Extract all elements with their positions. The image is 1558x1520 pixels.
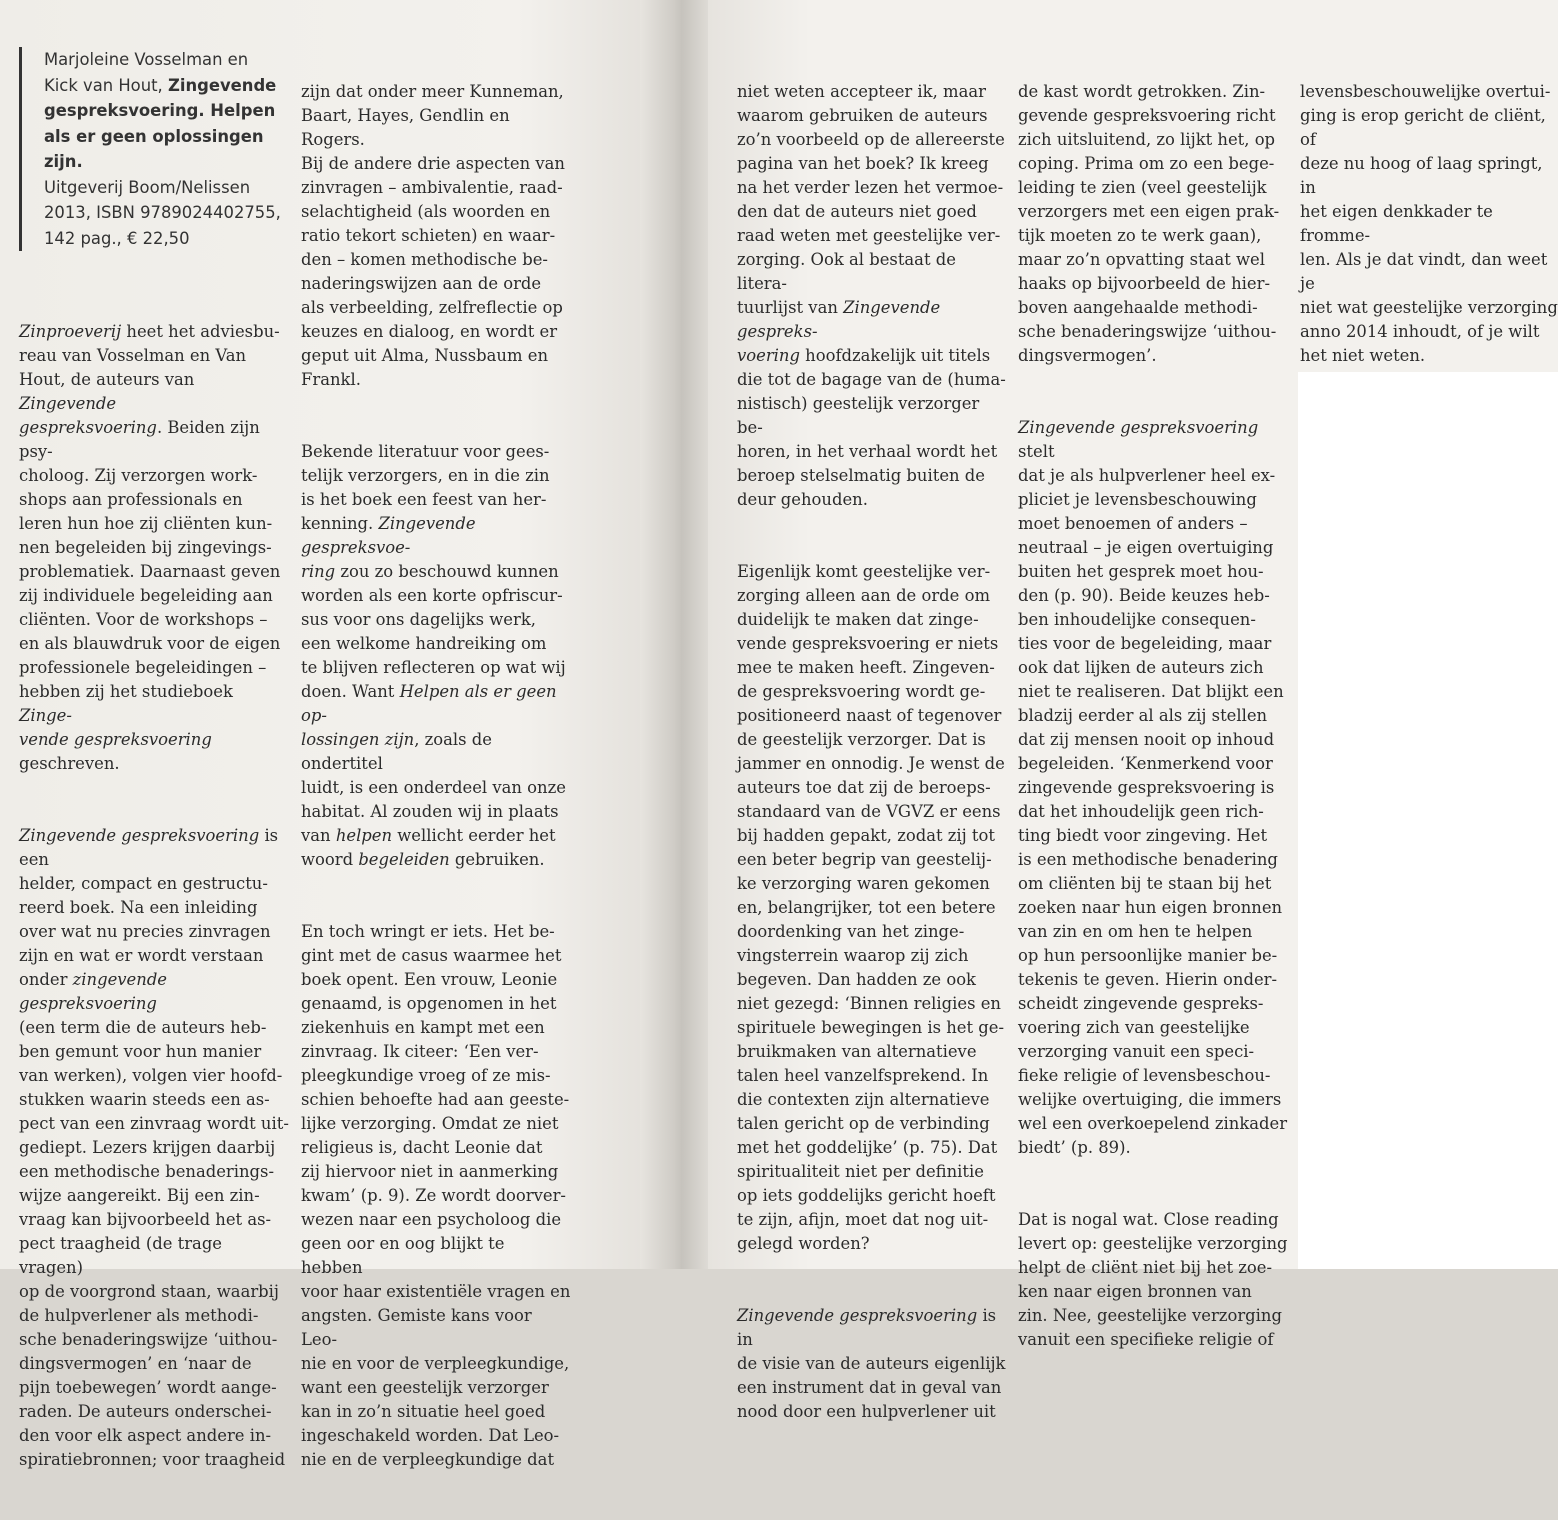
italic-title: Zingevende gespreksvoering xyxy=(737,1306,978,1325)
text: stelt dat je als hulpverlener heel ex- pliciet je levensbeschouwing moet benoemen of anders – neutraal – je eigen overtuiging buiten het gesprek moet hou- den (p. 90). Beide keuzes heb- ben inhoudelijke consequen- ties voor de begeleiding, maar ook dat lijken de auteurs zich niet te realiseren. Dat blijkt een bladzij eerder al als zij stellen dat zij mensen nooit op inhoud begeleiden. ‘Kenmerkend voor zingevende gespreksvoering is dat het inhoudelijk geen rich- ting biedt voor zingeving. Het is een methodische benadering om cliënten bij te staan bij het zoeken naar hun eigen bronnen van zin en om hen te helpen op hun persoonlijke manier be- tekenis te geven. Hierin onder- scheidt zingevende gespreks- voering zich van geestelijke verzorging vanuit een speci- fieke religie of levensbeschou- welijke overtuiging, die immers wel een overkoepelend zinkader biedt’ (p. 89). xyxy=(1018,442,1288,1157)
italic-title: Zingevende gespreks- voering xyxy=(737,298,941,365)
italic-title: zingevende gespreksvoering xyxy=(19,970,168,1013)
italic-word: begeleiden xyxy=(358,850,450,869)
text: hoofdzakelijk uit titels die tot de bagage van de (huma- nistisch) geestelijk verzorger be- horen, in het verhaal wordt het beroep stelselmatig buiten de deur gehouden. xyxy=(737,346,1006,509)
text: (een term die de auteurs heb- ben gemunt voor hun manier van werken), volgen vier hoofd- stukken waarin steeds een as- pect van een zinvraag wordt uit- gediept. Lezers krijgen daarbij een methodische benaderings- wijze aangereikt. Bij een zin- vraag kan bijvoorbeeld het as- pect traagheid (de trage vragen) op de voorgrond staan, waarbij de hulpverlener als methodi- sche benaderingswijze ‘uithou- dingsvermogen’ en ‘naar de pijn toebewegen’ wordt aange- raden. De auteurs onderschei- den voor elk aspect andere in- spiratiebronnen; voor traagheid xyxy=(19,1018,289,1469)
book-title: Zingevende gespreksvoering. Helpen als er geen oplossingen zijn. xyxy=(44,75,277,171)
left-page xyxy=(0,0,648,1469)
paragraph: zijn dat onder meer Kunneman, Baart, Hayes, Gendlin en Rogers. Bij de andere drie aspecten van zinvragen – ambivalentie, raad- selachtigheid (als woorden en ratio tekort schieten) en waar- den – komen methodische be- naderingswijzen aan de orde als verbeelding, zelfreflectie op keuzes en dialoog, en wordt er geput uit Alma, Nussbaum en Frankl. xyxy=(301,82,565,389)
text: . Beiden zijn psy- choloog. Zij verzorgen work- shops aan professionals en leren hun hoe zij cliënten kun- nen begeleiden bij zingevings- problematiek. Daarnaast geven zij individuele begeleiding aan cliënten. Voor de workshops – en als blauwdruk voor de eigen professionele begeleidingen – hebben zij het studieboek xyxy=(19,418,281,701)
italic-title: Zinge- vende gespreksvoering xyxy=(19,706,212,749)
text: , zoals de ondertitel luidt, is een onderdeel van onze habitat. Al zouden wij in plaats van xyxy=(301,730,566,845)
blank-scan-area xyxy=(1298,372,1558,1269)
paragraph xyxy=(19,824,289,1472)
paragraph: En toch wringt er iets. Het be- gint met de casus waarmee het boek opent. Een vrouw, Leonie genaamd, is opgenomen in het ziekenhuis en kampt met een zinvraag. Ik citeer: ‘Een ver- pleegkundige vroeg of ze mis- schien behoefte had aan geeste- lijke verzorging. Omdat ze niet religieus is, dacht Leonie dat zij hiervoor niet in aanmerking kwam’ (p. 9). Ze wordt doorver- wezen naar een psycholoog die geen oor en oog blijkt te hebben voor haar existentiële vragen en angsten. Gemiste kans voor Leo- nie en voor de verpleegkundige, want een geestelijk verzorger kan in zo’n situatie heel goed ingeschakeld worden. Dat Leo- nie en de verpleegkundige dat xyxy=(301,922,571,1469)
text: gebruiken. xyxy=(449,850,545,869)
column-3 xyxy=(737,56,1007,1472)
column-4 xyxy=(1018,56,1288,1400)
book-authors: Marjoleine Vosselman en Kick van Hout, xyxy=(44,50,249,95)
italic-word: helpen xyxy=(335,826,393,845)
italic-title: Zingevende gespreksvoering xyxy=(19,394,157,437)
book-gutter xyxy=(640,0,716,1269)
paragraph xyxy=(1018,416,1288,1160)
text: wellicht eerder het woord xyxy=(301,826,556,869)
paragraph: de kast wordt getrokken. Zin- gevende gespreksvoering richt zich uitsluitend, zo lijkt het, op coping. Prima om zo een bege- leiding te zien (veel geestelijk verzorgers met een eigen prak- tijk moeten zo te werk gaan), maar zo’n opvatting staat wel haaks op bijvoorbeeld de hier- boven aangehaalde methodi- sche benaderingswijze ‘uithou- dingsvermogen’. xyxy=(1018,82,1280,365)
paragraph: levensbeschouwelijke overtui- ging is erop gericht de cliënt, of deze nu hoog of laag springt, in het eigen denkkader te fromme- len. Als je dat vindt, dan weet je niet wat geestelijke verzorging anno 2014 inhoudt, of je wilt het niet weten. xyxy=(1300,82,1558,365)
paragraph: Dat is nogal wat. Close reading levert op: geestelijke verzorging helpt de cliënt niet bij het zoe- ken naar eigen bronnen van zin. Nee, geestelijke verzorging vanuit een specifieke religie of xyxy=(1018,1210,1288,1349)
italic-title: Zingevende gespreksvoe- ring xyxy=(301,514,476,581)
paragraph xyxy=(301,440,571,872)
paragraph xyxy=(19,320,289,776)
italic-title: Zingevende gespreksvoering xyxy=(19,826,260,845)
text: zou zo beschouwd kunnen worden als een korte opfriscur- sus voor ons dagelijks werk, een welkome handreiking om te blijven reflecteren op wat wij doen. Want xyxy=(301,562,566,701)
text: heet het adviesbu- reau van Vosselman en Van Hout, de auteurs van xyxy=(19,322,280,389)
paragraph: Eigenlijk komt geestelijke ver- zorging alleen aan de orde om duidelijk te maken dat zinge- vende gespreksvoering er niets mee te maken heeft. Zingeven- de gespreksvoering wordt ge- positioneerd naast of tegenover de geestelijk verzorger. Dat is jammer en onnodig. Je wenst de auteurs toe dat zij de beroeps- standaard van de VGVZ er eens bij hadden gepakt, zodat zij tot een beter begrip van geestelij- ke verzorging waren gekomen en, belangrijker, tot een betere doordenking van het zinge- vingsterrein waarop zij zich begeven. Dan hadden ze ook niet gezegd: ‘Binnen religies en spirituele bewegingen is het ge- bruikmaken van alternatieve talen heel vanzelfsprekend. In die contexten zijn alternatieve talen gericht op de verbinding met het goddelijke’ (p. 75). Dat spiritualiteit niet per definitie op iets goddelijks gericht hoeft te zijn, afijn, moet dat nog uit- gelegd worden? xyxy=(737,562,1005,1253)
column-1 xyxy=(19,296,289,1520)
book-publisher: Uitgeverij Boom/Nelissen 2013, ISBN 9789024402755, 142 pag., € 22,50 xyxy=(44,177,281,248)
text: is een helder, compact en gestructu- reerd boek. Na een inleiding over wat nu precies zinvragen zijn en wat er wordt verstaan onder xyxy=(19,826,279,989)
paragraph xyxy=(737,80,1007,512)
text: niet weten accepteer ik, maar waarom gebruiken de auteurs zo’n voorbeeld op de allereerste pagina van het boek? Ik kreeg na het verder lezen het vermoe- den dat de auteurs niet goed raad weten met geestelijke ver- zorging. Ook al bestaat de litera- tuurlijst van xyxy=(737,82,1005,317)
column-2 xyxy=(301,56,571,1520)
book-info-box xyxy=(19,47,306,251)
right-page xyxy=(708,0,1558,1421)
italic-title: Helpen als er geen op- lossingen zijn xyxy=(301,682,557,749)
italic-title: Zinproeverij xyxy=(19,322,122,341)
text: Bekende literatuur voor gees- telijk verzorgers, en in die zin is het boek een feest van her- kenning. xyxy=(301,442,550,533)
paragraph xyxy=(737,1304,1007,1424)
italic-title: Zingevende gespreksvoering xyxy=(1018,418,1259,437)
text: geschreven. xyxy=(19,754,120,773)
text: is in de visie van de auteurs eigenlijk een instrument dat in geval van nood door een hulpverlener uit xyxy=(737,1306,1006,1421)
